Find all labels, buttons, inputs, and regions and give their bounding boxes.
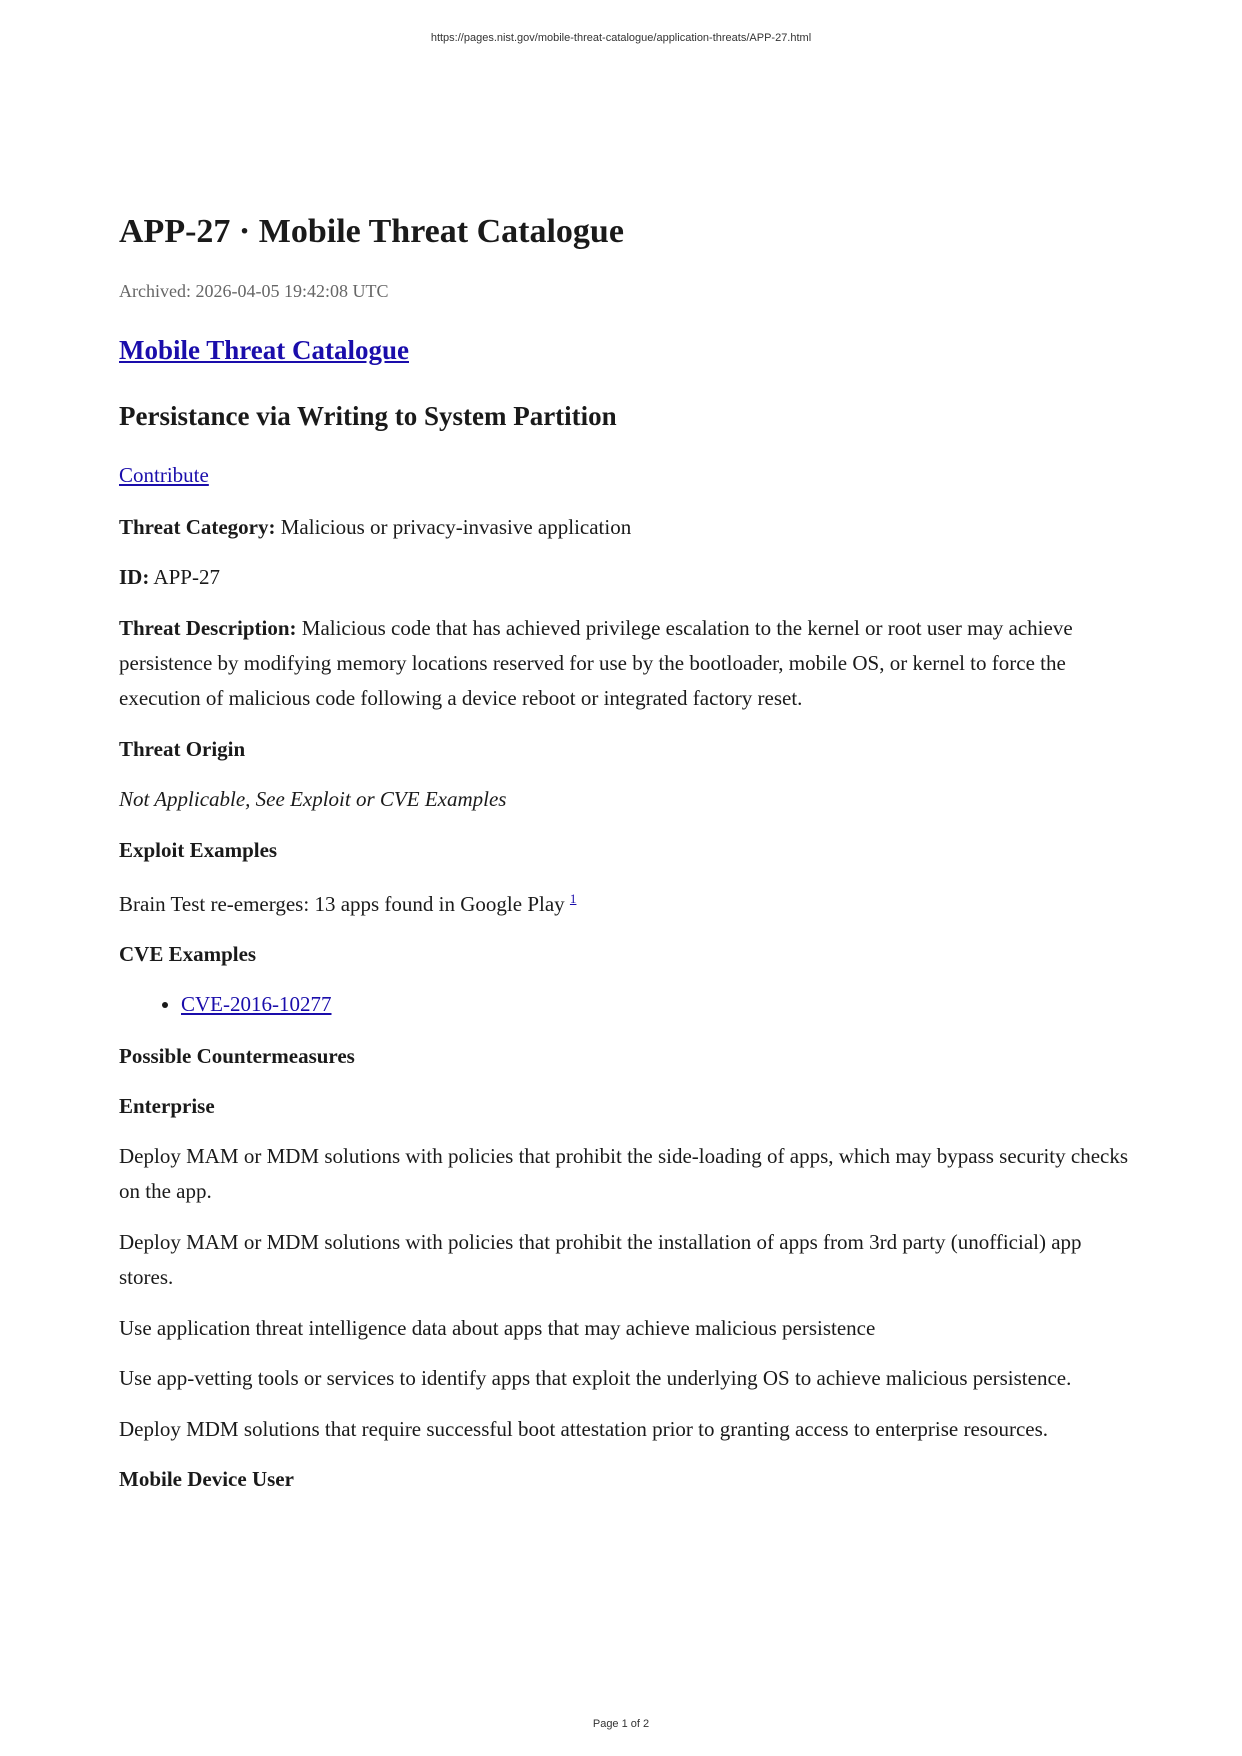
archived-timestamp: Archived: 2026-04-05 19:42:08 UTC xyxy=(119,281,389,301)
site-heading xyxy=(119,332,1129,368)
enterprise-heading xyxy=(119,1089,1129,1124)
enterprise-heading-text: Enterprise xyxy=(119,1094,215,1118)
threat-description xyxy=(119,611,1129,716)
enterprise-countermeasure: Deploy MDM solutions that require successful boot attestation prior to granting access to enterprise resources. xyxy=(119,1417,1049,1441)
threat-category xyxy=(119,510,1129,545)
exploit-example xyxy=(119,887,1129,922)
cve-link[interactable]: CVE-2016-10277 xyxy=(181,992,332,1016)
threat-origin-value: Not Applicable, See Exploit or CVE Examples xyxy=(119,787,507,811)
cve-list xyxy=(119,987,1129,1022)
threat-origin-heading-text: Threat Origin xyxy=(119,737,246,761)
countermeasures-heading xyxy=(119,1039,1129,1074)
exploit-examples-heading xyxy=(119,833,1129,868)
print-url-header: https://pages.nist.gov/mobile-threat-catalogue/application-threats/APP-27.html xyxy=(430,32,812,44)
threat-category-label: Threat Category: xyxy=(119,515,276,539)
threat-id xyxy=(119,560,1129,595)
contribute-paragraph xyxy=(119,458,1129,493)
enterprise-countermeasure: Deploy MAM or MDM solutions with policies that prohibit the side-loading of apps, which may bypass security checks on the app. xyxy=(119,1144,1129,1203)
document-content xyxy=(119,210,1129,1497)
threat-id-label: ID: xyxy=(119,565,150,589)
countermeasures-heading-text: Possible Countermeasures xyxy=(119,1044,355,1068)
list-item xyxy=(181,987,1129,1022)
page-number: Page 1 of 2 xyxy=(592,1718,650,1730)
mobile-user-heading-text: Mobile Device User xyxy=(119,1467,294,1491)
enterprise-countermeasure: Deploy MAM or MDM solutions with policies that prohibit the installation of apps from 3rd party (unofficial) app stores. xyxy=(119,1230,1082,1289)
threat-title: Persistance via Writing to System Partition xyxy=(119,401,617,431)
threat-category-value: Malicious or privacy-invasive application xyxy=(275,515,632,539)
page-title: APP-27 · Mobile Threat Catalogue xyxy=(119,213,624,250)
threat-id-value: APP-27 xyxy=(149,565,220,589)
threat-origin-heading xyxy=(119,732,1129,767)
exploit-examples-heading-text: Exploit Examples xyxy=(119,838,278,862)
exploit-example-text: Brain Test re-emerges: 13 apps found in Google Play xyxy=(119,892,570,916)
enterprise-countermeasure: Use app-vetting tools or services to identify apps that exploit the underlying OS to achieve malicious persistence. xyxy=(119,1366,1072,1390)
mobile-user-heading xyxy=(119,1462,1129,1497)
threat-description-value: Malicious code that has achieved privilege escalation to the kernel or root user may achieve persistence by modifying memory locations reserved for use by the bootloader, mobile OS, or kernel to force the execution of malicious code following a device reboot or integrated factory reset. xyxy=(119,616,1073,710)
site-home-link[interactable]: Mobile Threat Catalogue xyxy=(119,335,409,365)
contribute-link[interactable]: Contribute xyxy=(119,463,209,487)
cve-examples-heading-text: CVE Examples xyxy=(119,942,257,966)
exploit-reference-link[interactable]: 1 xyxy=(569,891,577,906)
cve-examples-heading xyxy=(119,937,1129,972)
enterprise-countermeasure: Use application threat intelligence data about apps that may achieve malicious persistence xyxy=(119,1316,876,1340)
threat-description-label: Threat Description: xyxy=(119,616,297,640)
